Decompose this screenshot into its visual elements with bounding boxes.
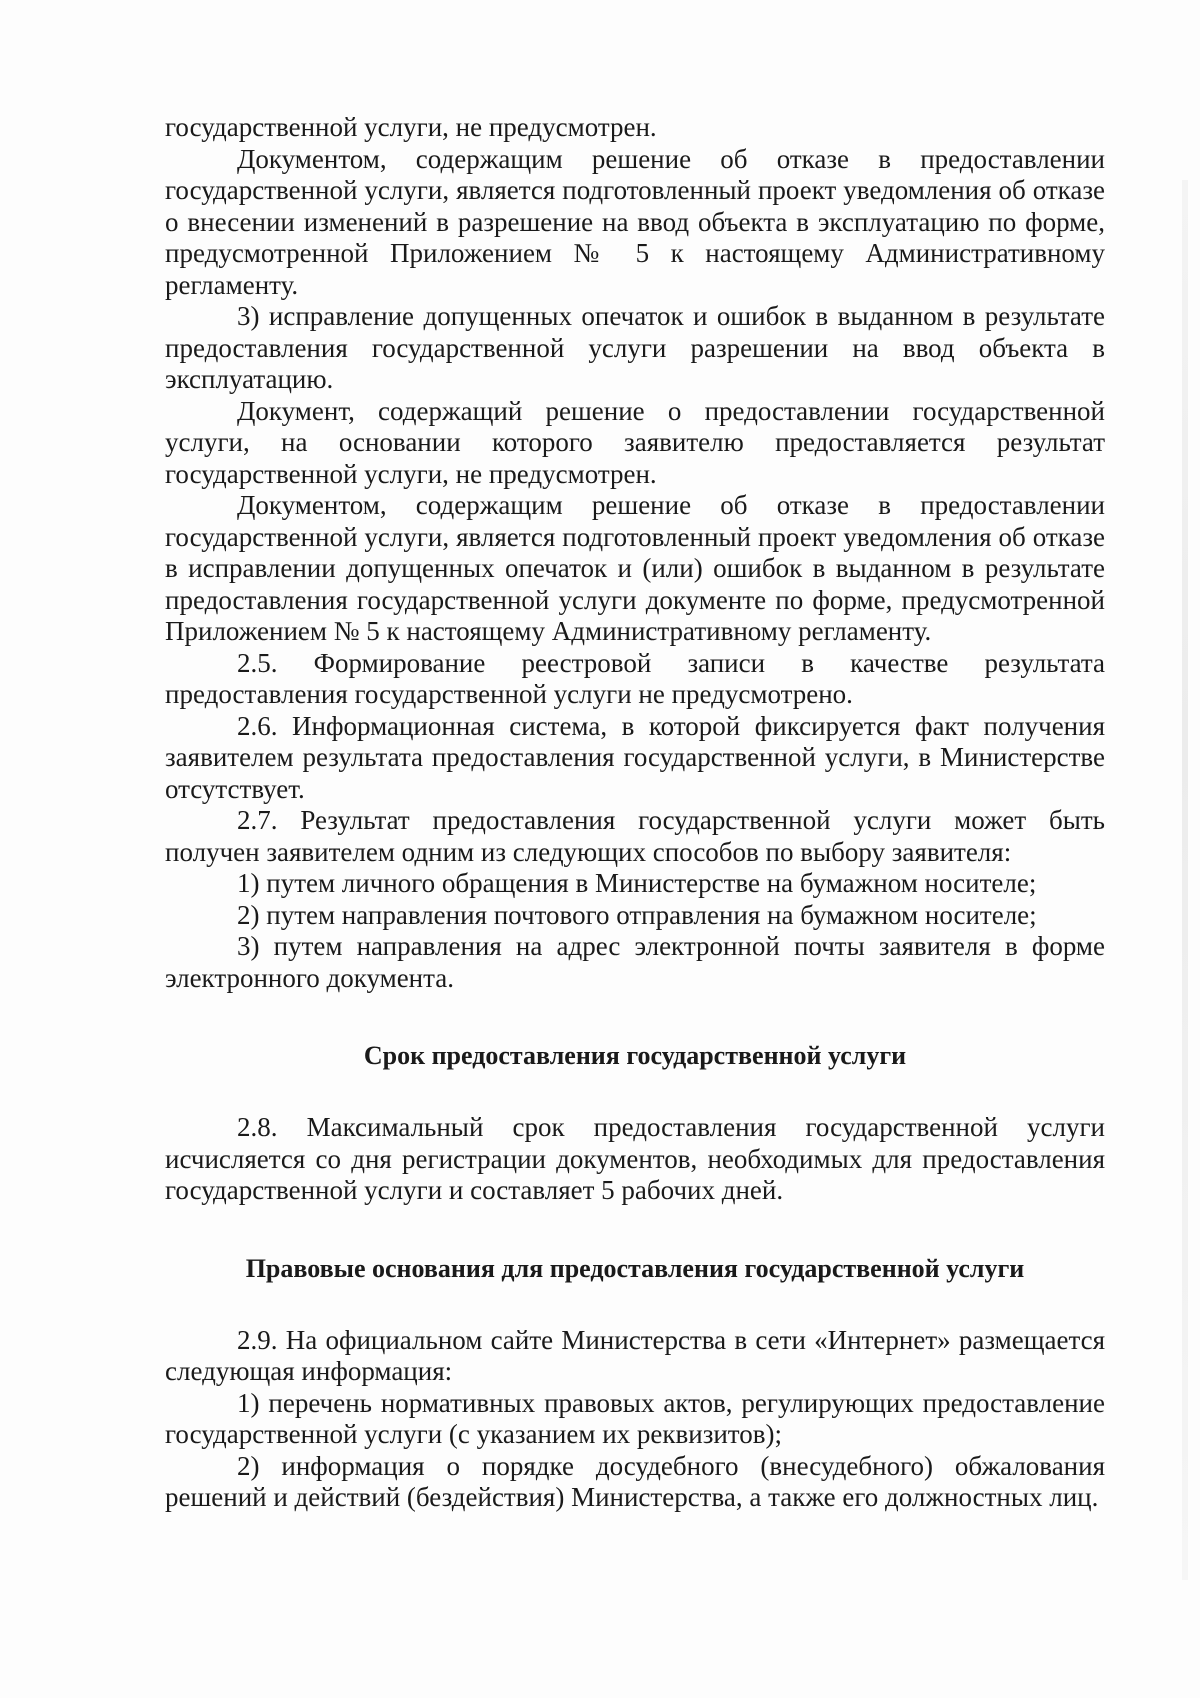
list-item: 2) информация о порядке досудебного (внесудебного) обжалования решений и действий (бездействия) Министерства, а также его должностных лиц.	[165, 1450, 1105, 1512]
paragraph: Документ, содержащий решение о предоставлении государственной услуги, на основании которого заявителю предоставляется результат государственной услуги, не предусмотрен.	[165, 395, 1105, 489]
paragraph: государственной услуги, не предусмотрен.	[165, 112, 657, 142]
list-item: 1) перечень нормативных правовых актов, регулирующих предоставление государственной услуги (с указанием их реквизитов);	[165, 1387, 1105, 1449]
section-heading-legal-basis: Правовые основания для предоставления государственной услуги	[245, 1253, 1025, 1283]
spacer	[165, 1285, 1105, 1325]
paragraph: 3) исправление допущенных опечаток и ошибок в выданном в результате предоставления государственной услуги разрешении на ввод объекта в эксплуатацию.	[165, 301, 1105, 394]
paragraph: 2.8. Максимальный срок предоставления государственной услуги исчисляется со дня регистрации документов, необходимых для предоставления государственной услуги и составляет 5 рабочих дней.	[165, 1112, 1105, 1205]
paragraph: 2.6. Информационная система, в которой фиксируется факт получения заявителем результата предоставления государственной услуги, в Министерстве отсутствует.	[165, 710, 1105, 804]
scan-edge-shading	[1182, 180, 1188, 1580]
paragraph: 2.9. На официальном сайте Министерства в сети «Интернет» размещается следующая информация:	[165, 1324, 1105, 1386]
list-item: 1) путем личного обращения в Министерстве на бумажном носителе;	[237, 868, 1037, 898]
section-term	[165, 1112, 1105, 1207]
paragraph: Документом, содержащим решение об отказе в предоставлении государственной услуги, является подготовленный проект уведомления об отказе в исправлении допущенных опечаток и (или) ошибок в выданном в результате предоставления государственной услуги документе по форме, предусмотренной Приложением № 5 к настоящему Административному регламенту.	[165, 490, 1105, 646]
spacer	[165, 1072, 1105, 1112]
section-heading-term: Срок предоставления государственной услуги	[363, 1041, 907, 1070]
paragraph: Документом, содержащим решение об отказе в предоставлении государственной услуги, является подготовленный проект уведомления об отказе о внесении изменений в разрешение на ввод объекта в эксплуатацию по форме, предусмотренной Приложением № 5 к настоящему Административному регламенту.	[165, 143, 1105, 300]
paragraph: 2.7. Результат предоставления государственной услуги может быть получен заявителем одним из следующих способов по выбору заявителя:	[165, 805, 1105, 867]
paragraph: 2.5. Формирование реестровой записи в качестве результата предоставления государственной услуги не предусмотрено.	[165, 647, 1105, 709]
spacer	[165, 1207, 1105, 1253]
section-legal-basis	[165, 1325, 1105, 1514]
section-results	[165, 112, 1105, 994]
document-body	[165, 112, 1105, 1514]
list-item: 2) путем направления почтового отправления на бумажном носителе;	[237, 899, 1037, 930]
list-item: 3) путем направления на адрес электронной почты заявителя в форме электронного документа.	[165, 931, 1105, 993]
spacer	[165, 994, 1105, 1040]
